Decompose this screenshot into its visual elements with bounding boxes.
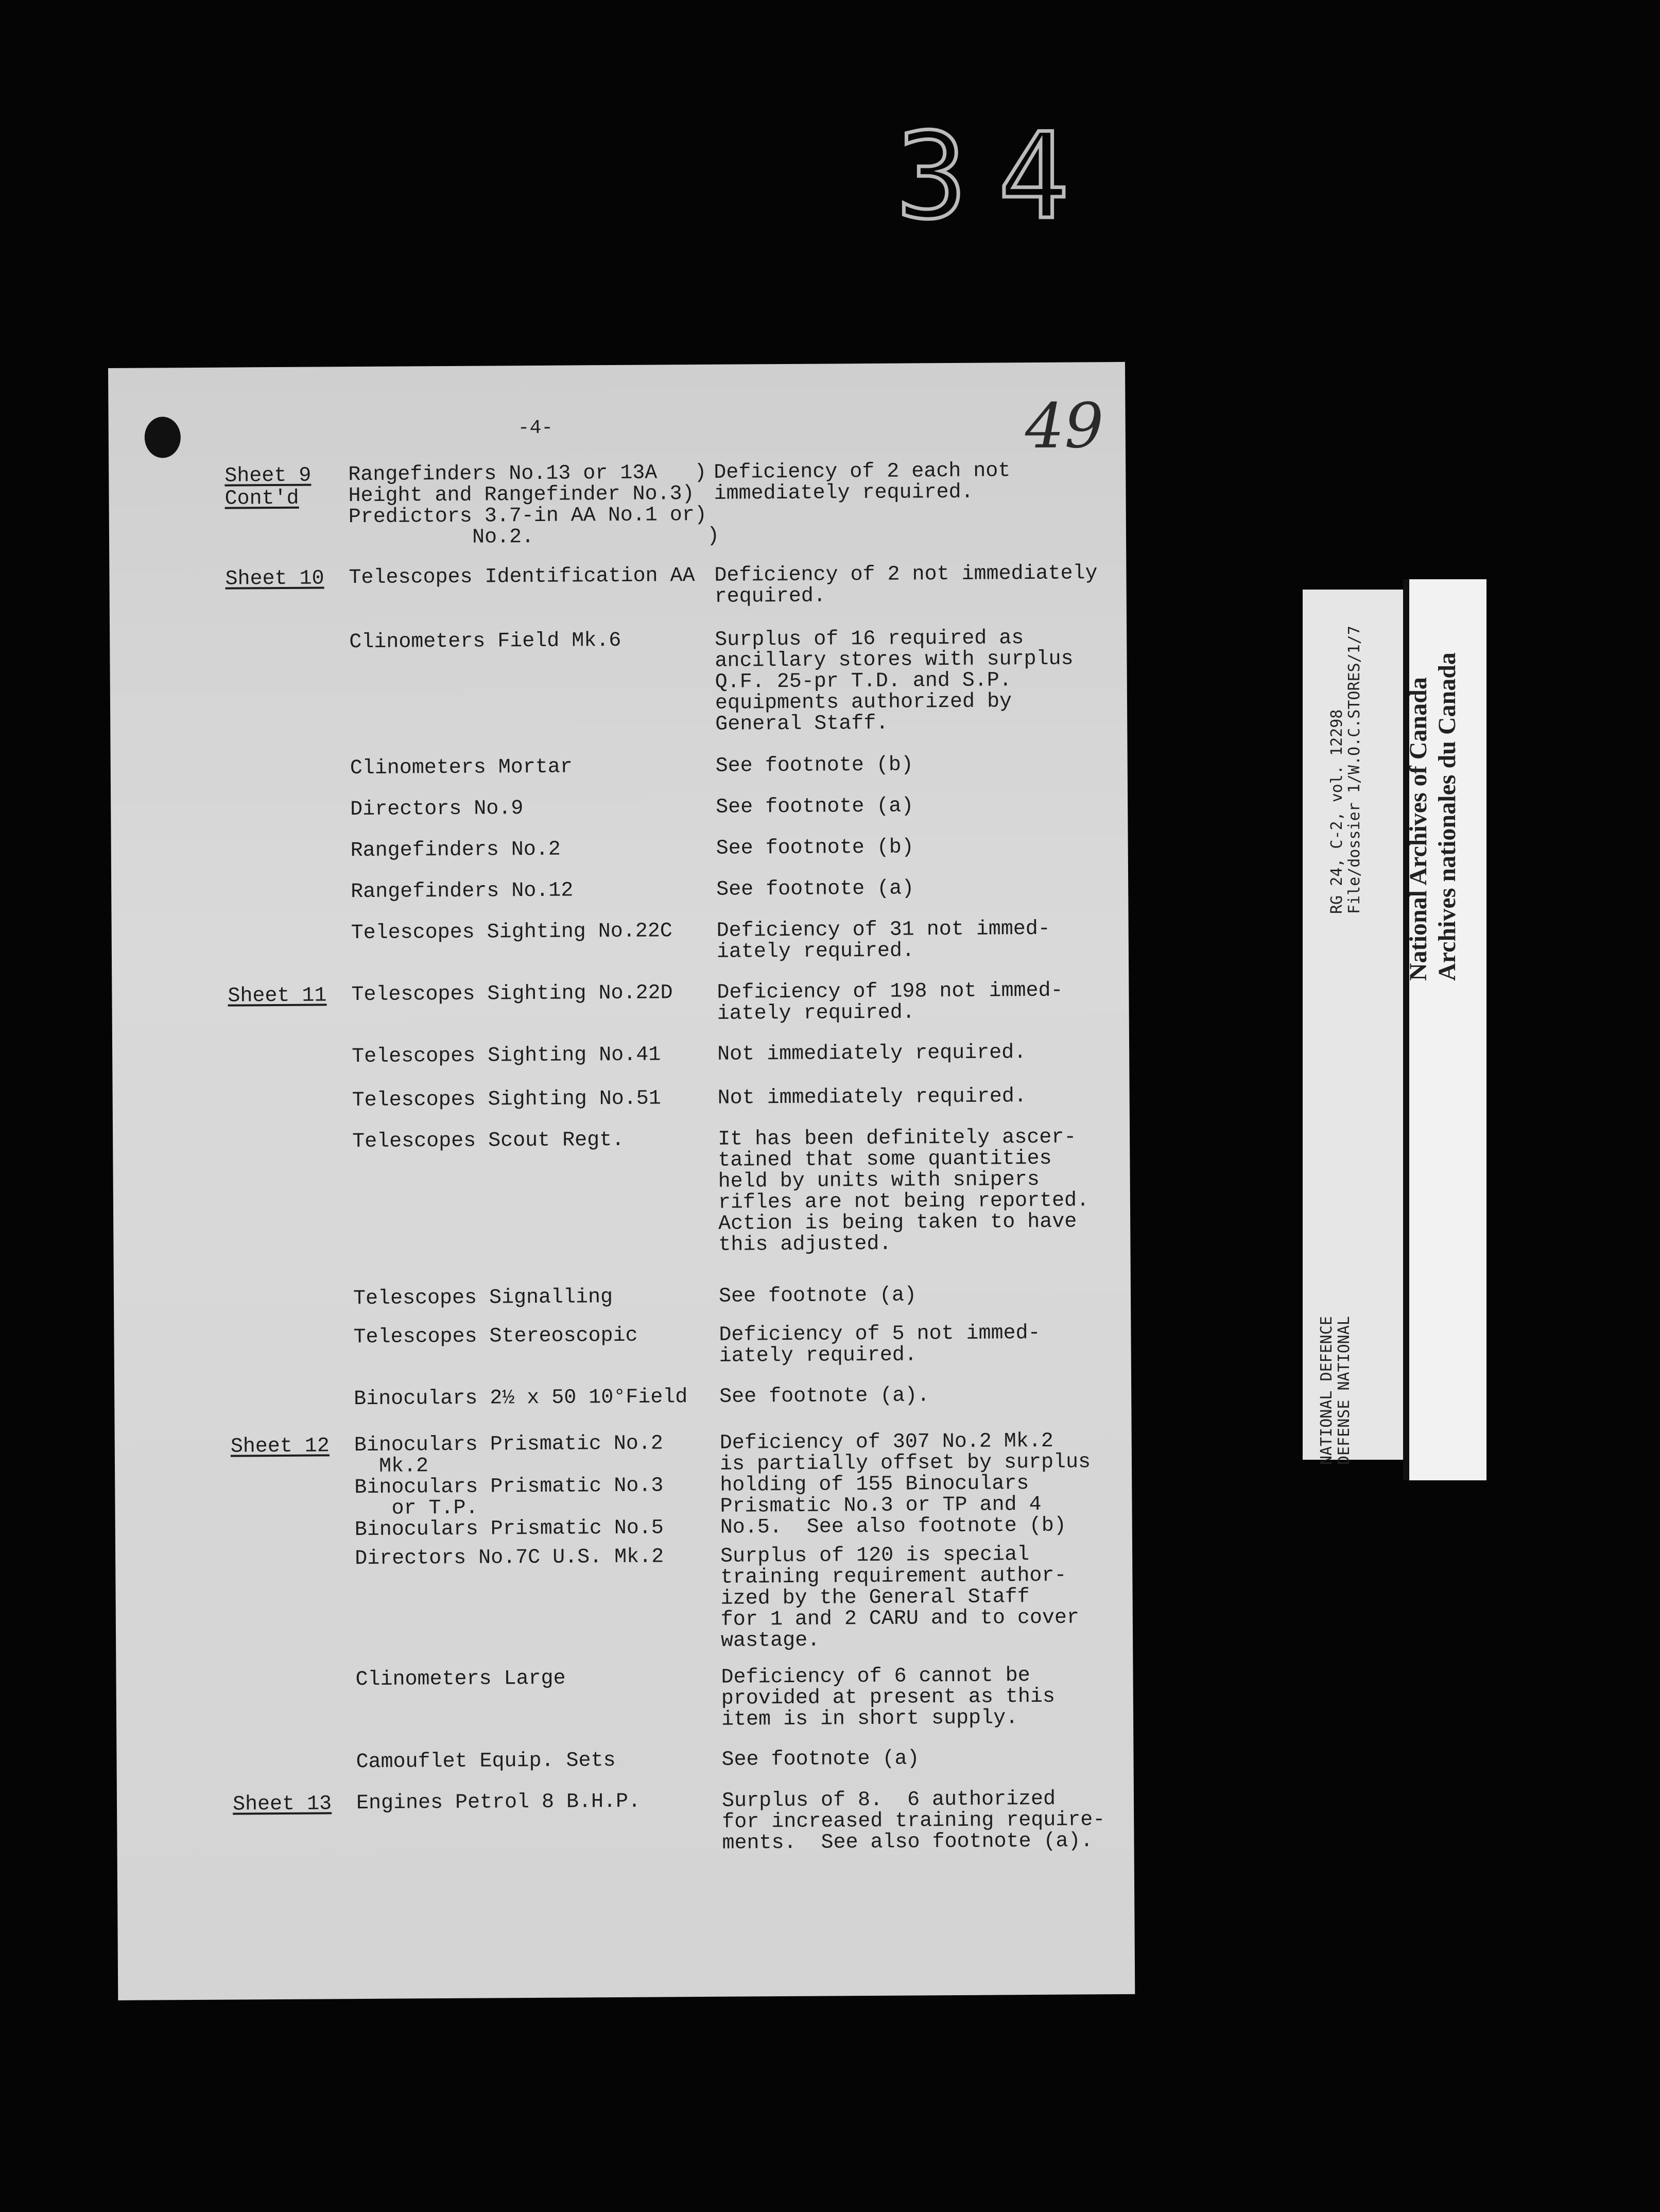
item-name: Engines Petrol 8 B.H.P. <box>356 1790 641 1816</box>
item-name: Telescopes Stereoscopic <box>353 1324 638 1350</box>
sheet-ref: Sheet 11 <box>228 984 327 1008</box>
entry <box>109 562 1126 609</box>
agency-label: NATIONAL DEFENCE DEFENSE NATIONAL <box>1318 1316 1353 1465</box>
entry <box>111 753 1128 781</box>
item-remark: It has been definitely ascer- tained that some quantities held by units with snipers rifles are not being reported. Action is being taken to have this adjusted. <box>718 1126 1090 1257</box>
entry <box>113 1126 1130 1257</box>
archives-label <box>1403 579 1486 1480</box>
entry <box>112 1041 1129 1069</box>
item-name: Rangefinders No.13 or 13A ) Height and Rangefinder No.3) Predictors 3.7-in AA No.1 or) No.2. ) <box>348 461 720 550</box>
item-remark: Deficiency of 31 not immed- iately required. <box>716 917 1050 964</box>
item-remark: Not immediately required. <box>717 1041 1027 1066</box>
item-remark: See footnote (a) <box>721 1747 920 1772</box>
item-name: Camouflet Equip. Sets <box>356 1749 616 1774</box>
entries-list <box>108 362 1135 2000</box>
item-name: Binoculars 2½ x 50 10°Field <box>354 1386 688 1411</box>
item-remark: See footnote (b) <box>715 753 913 778</box>
item-name: Rangefinders No.12 <box>351 879 574 904</box>
item-remark: See footnote (a) <box>716 794 914 819</box>
entry <box>112 917 1129 964</box>
item-name: Telescopes Scout Regt. <box>352 1128 625 1154</box>
document-page <box>108 362 1135 2000</box>
item-name: Binoculars Prismatic No.2 Mk.2 Binoculars Prismatic No.3 or T.P. Binoculars Prismatic No.5 <box>354 1432 664 1542</box>
item-remark: Deficiency of 2 not immediately required. <box>714 562 1098 609</box>
entry <box>114 1321 1131 1368</box>
entry <box>110 627 1127 736</box>
item-name: Telescopes Signalling <box>353 1286 613 1311</box>
entry <box>109 459 1126 550</box>
entry <box>115 1543 1132 1653</box>
file-reference: RG 24, C-2, vol. 12298 File/dossier 1/W.O.C.STORES/1/7 <box>1328 626 1363 914</box>
item-name: Clinometers Field Mk.6 <box>349 629 621 654</box>
item-remark: Deficiency of 198 not immed- iately required. <box>717 979 1063 1026</box>
reference-label <box>1303 590 1403 1465</box>
entry <box>111 877 1128 904</box>
entry <box>114 1384 1131 1411</box>
item-name: Telescopes Sighting No.22D <box>351 981 673 1007</box>
item-name: Telescopes Sighting No.51 <box>352 1087 661 1113</box>
entry <box>111 836 1128 863</box>
item-remark: See footnote (a) <box>716 877 914 902</box>
item-remark: See footnote (a) <box>718 1284 917 1308</box>
item-remark: Not immediately required. <box>717 1085 1027 1110</box>
item-remark: Deficiency of 5 not immed- iately required. <box>719 1321 1041 1368</box>
sheet-ref: Sheet 12 <box>230 1435 330 1459</box>
item-remark: Deficiency of 307 No.2 Mk.2 is partially offset by surplus holding of 155 Binoculars Prismatic No.3 or TP and 4 No.5. See also footnote (b) <box>719 1429 1091 1540</box>
item-name: Directors No.7C U.S. Mk.2 <box>354 1545 664 1571</box>
sheet-ref: Sheet 10 <box>225 567 324 591</box>
item-remark: Deficiency of 6 cannot be provided at present as this item is in short supply. <box>721 1664 1056 1732</box>
item-remark: Surplus of 8. 6 authorized for increased training require- ments. See also footnote (a). <box>721 1787 1105 1855</box>
entry <box>117 1787 1134 1855</box>
item-remark: See footnote (a). <box>719 1384 930 1409</box>
entry <box>116 1747 1133 1774</box>
page-number: -4- <box>517 417 554 440</box>
item-name: Clinometers Mortar <box>350 755 573 781</box>
entry <box>111 794 1128 822</box>
item-remark: Deficiency of 2 each not immediately required. <box>714 459 1011 506</box>
item-name: Directors No.9 <box>350 797 524 822</box>
entry <box>114 1284 1131 1311</box>
item-remark: Surplus of 120 is special training requirement author- ized by the General Staff for 1 and 2 CARU and to cover wastage. <box>720 1543 1080 1653</box>
entry <box>112 979 1129 1026</box>
film-frame-number: 34 <box>896 108 1100 246</box>
sheet-ref: Sheet 13 <box>232 1792 332 1817</box>
item-name: Telescopes Identification AA <box>349 564 695 590</box>
item-remark: Surplus of 16 required as ancillary stores with surplus Q.F. 25-pr T.D. and S.P. equipments authorized by General Staff. <box>715 627 1074 736</box>
handwritten-folio-number: 49 <box>1025 390 1104 463</box>
item-name: Telescopes Sighting No.22C <box>351 920 672 945</box>
archives-name: National Archives of Canada Archives nationales du Canada <box>1405 652 1461 981</box>
entry <box>116 1664 1133 1732</box>
item-name: Telescopes Sighting No.41 <box>352 1043 661 1069</box>
item-remark: See footnote (b) <box>716 836 914 860</box>
sheet-ref: Sheet 9 Cont'd <box>224 464 312 511</box>
entry <box>115 1429 1132 1542</box>
item-name: Rangefinders No.2 <box>350 838 561 863</box>
archival-reference-stamp <box>1303 579 1483 1470</box>
item-name: Clinometers Large <box>355 1667 566 1692</box>
entry <box>113 1085 1130 1113</box>
